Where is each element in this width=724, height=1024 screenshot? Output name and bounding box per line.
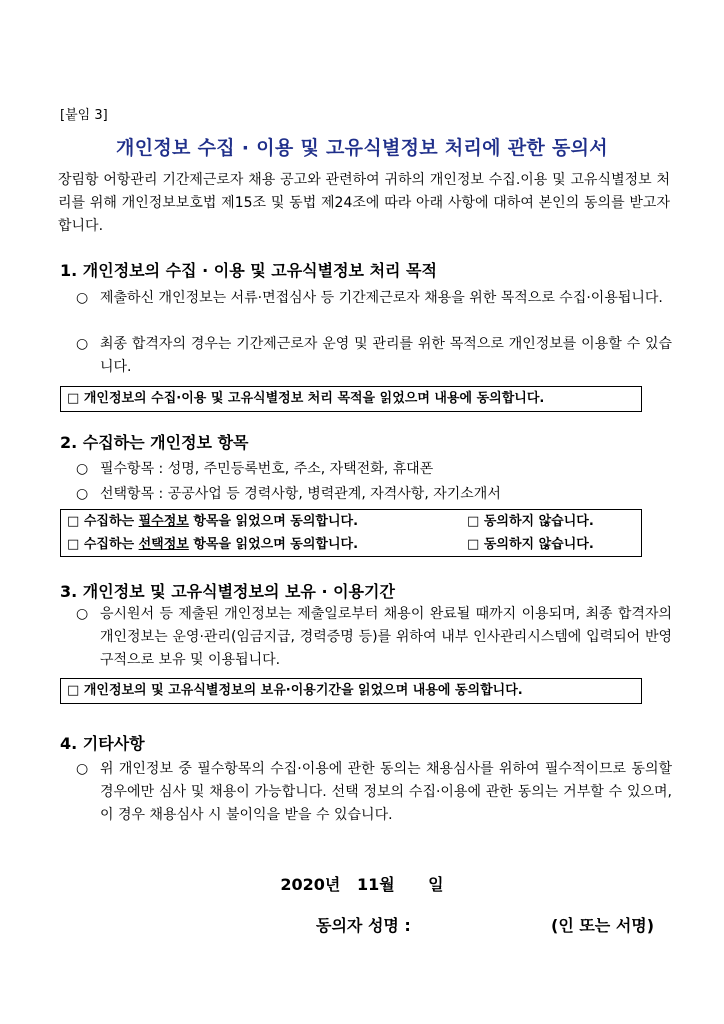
- section3-item-1: [76, 603, 672, 672]
- section1-consent-box[interactable]: [60, 386, 642, 412]
- attachment-label: [붙임 3]: [60, 108, 108, 123]
- document-title: 개인정보 수집 · 이용 및 고유식별정보 처리에 관한 동의서: [116, 137, 608, 159]
- section2-item-1: [76, 458, 672, 481]
- consent-text: 개인정보의 수집·이용 및 고유식별정보 처리 목적을 읽었으며 내용에 동의합니다.: [83, 391, 545, 406]
- item-text: 제출하신 개인정보는 서류·면접심사 등 기간제근로자 채용을 위한 목적으로 수집·이용됩니다.: [100, 290, 663, 306]
- seal-label: (인 또는 서명): [551, 916, 655, 935]
- required-consent-row: □ 수집하는 필수정보 항목을 읽었으며 동의합니다. □ 동의하지 않습니다.: [67, 510, 635, 533]
- section3-heading: 3. 개인정보 및 고유식별정보의 보유 · 이용기간: [60, 582, 395, 601]
- section2-heading: 2. 수집하는 개인정보 항목: [60, 433, 249, 452]
- checkbox-icon[interactable]: □: [67, 683, 80, 698]
- checkbox-icon[interactable]: □: [467, 537, 480, 552]
- section4-heading: 4. 기타사항: [60, 734, 145, 753]
- circle-bullet-icon: ○: [76, 290, 89, 306]
- circle-bullet-icon: ○: [76, 486, 89, 502]
- section2-item-2: [76, 483, 672, 506]
- section3-consent-box[interactable]: [60, 678, 642, 704]
- checkbox-icon[interactable]: □: [67, 537, 80, 552]
- consent-text: 개인정보의 및 고유식별정보의 보유·이용기간을 읽었으며 내용에 동의합니다.: [83, 683, 523, 698]
- item-text: 필수항목 : 성명, 주민등록번호, 주소, 자택전화, 휴대폰: [100, 461, 434, 477]
- required-disagree-option[interactable]: □ 동의하지 않습니다.: [467, 514, 594, 529]
- item-text: 선택항목 : 공공사업 등 경력사항, 병력관계, 자격사항, 자기소개서: [100, 486, 501, 502]
- section4-item-1: [76, 758, 672, 827]
- date-line: 2020년 11월 일: [280, 875, 444, 894]
- optional-disagree-option[interactable]: □ 동의하지 않습니다.: [467, 537, 594, 552]
- item-text: 최종 합격자의 경우는 기간제근로자 운영 및 관리를 위한 목적으로 개인정보를 이용할 수 있습니다.: [100, 336, 672, 375]
- circle-bullet-icon: ○: [76, 461, 89, 477]
- circle-bullet-icon: ○: [76, 761, 89, 777]
- checkbox-icon[interactable]: □: [467, 514, 480, 529]
- checkbox-icon[interactable]: □: [67, 514, 80, 529]
- item-text: 위 개인정보 중 필수항목의 수집·이용에 관한 동의는 채용심사를 위하여 필수적이므로 동의할 경우에만 심사 및 채용이 가능합니다. 선택 정보의 수집·이용에 관한 동의는 거부할 수 있으며, 이 경우 채용심사 시 불이익을 받을 수 있습니다.: [100, 761, 672, 823]
- section1-item-1: [76, 287, 672, 310]
- section2-consent-box: [60, 509, 642, 557]
- checkbox-icon[interactable]: □: [67, 391, 80, 406]
- section1-heading: 1. 개인정보의 수집 · 이용 및 고유식별정보 처리 목적: [60, 261, 437, 280]
- section1-item-2: [76, 333, 672, 379]
- intro-paragraph: 장림항 어항관리 기간제근로자 채용 공고와 관련하여 귀하의 개인정보 수집.이용 및 고유식별정보 처리를 위해 개인정보보호법 제15조 및 동법 제24조에 따라 아래 사항에 대하여 본인의 동의를 받고자 합니다.: [58, 172, 670, 234]
- circle-bullet-icon: ○: [76, 336, 89, 352]
- optional-info-word: 선택정보: [138, 537, 189, 552]
- optional-consent-row: □ 수집하는 선택정보 항목을 읽었으며 동의합니다. □ 동의하지 않습니다.: [67, 533, 635, 556]
- item-text: 응시원서 등 제출된 개인정보는 제출일로부터 채용이 완료될 때까지 이용되며, 최종 합격자의 개인정보는 운영·관리(임금지급, 경력증명 등)를 위하여 내부 인사관리시스템에 입력되어 반영구적으로 보유 및 이용됩니다.: [100, 606, 672, 668]
- required-info-word: 필수정보: [138, 514, 189, 529]
- signature-label: 동의자 성명 :: [316, 916, 411, 935]
- circle-bullet-icon: ○: [76, 606, 89, 622]
